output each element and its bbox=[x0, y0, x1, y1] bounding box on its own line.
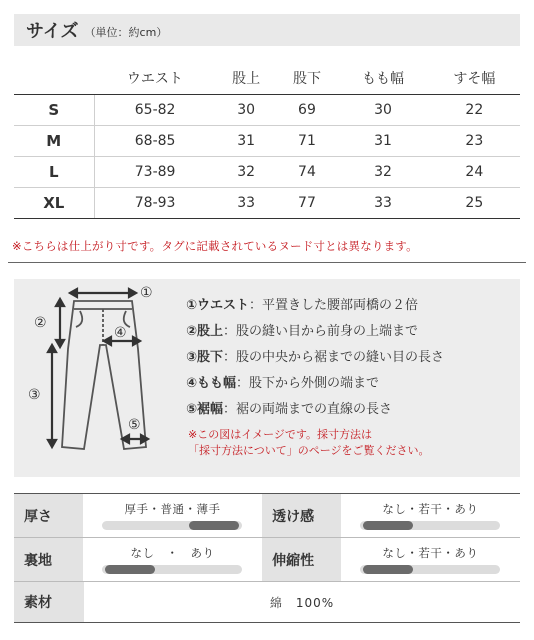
material-label: 素材 bbox=[14, 582, 84, 622]
unit-label: （単位：約cm） bbox=[84, 25, 168, 39]
thickness-gauge bbox=[102, 521, 242, 530]
definition-inseam bbox=[186, 345, 516, 371]
table-row bbox=[14, 94, 520, 125]
definition-waist bbox=[186, 293, 516, 319]
column-header: すそ幅 bbox=[429, 62, 520, 94]
table-cell: 65-82 bbox=[94, 94, 216, 125]
finished-size-warning: ※こちらは仕上がり寸です。タグに記載されているヌード寸とは異なります。 bbox=[12, 239, 418, 253]
table-cell: 69 bbox=[277, 94, 338, 125]
note-line-2: 「採寸方法について」のページをご覧ください。 bbox=[188, 444, 430, 457]
definition-term: ⑤裾幅 bbox=[186, 402, 224, 417]
lining-gauge bbox=[102, 565, 242, 574]
section-divider bbox=[8, 262, 526, 263]
definition-term: ③股下 bbox=[186, 350, 224, 365]
stretch-label: 伸縮性 bbox=[262, 538, 341, 581]
column-header: 股下 bbox=[277, 62, 338, 94]
table-row bbox=[14, 187, 520, 218]
size-label: M bbox=[14, 125, 94, 156]
lining-label: 裏地 bbox=[14, 538, 83, 581]
marker-2: ② bbox=[34, 315, 47, 331]
table-cell: 22 bbox=[429, 94, 520, 125]
pants-diagram bbox=[14, 279, 184, 477]
definition-desc: ：股の縫い目から前身の上端まで bbox=[223, 324, 419, 339]
transparency-label: 透け感 bbox=[262, 494, 341, 537]
table-row bbox=[14, 156, 520, 187]
lining-gauge-fill bbox=[105, 565, 155, 574]
definition-term: ①ウエスト bbox=[186, 298, 250, 313]
table-cell: 30 bbox=[337, 94, 428, 125]
stretch-value bbox=[341, 538, 520, 581]
corner-cell bbox=[14, 62, 94, 94]
table-cell: 24 bbox=[429, 156, 520, 187]
definition-desc: ：裾の両端までの直線の長さ bbox=[223, 402, 393, 417]
table-cell: 73-89 bbox=[94, 156, 216, 187]
marker-5: ⑤ bbox=[128, 417, 141, 433]
definition-term: ④もも幅 bbox=[186, 376, 237, 391]
measurement-guide bbox=[14, 279, 520, 477]
thickness-options: 厚手・普通・薄手 bbox=[124, 502, 221, 516]
size-label: XL bbox=[14, 187, 94, 218]
definition-rise bbox=[186, 319, 516, 345]
definition-desc: ：平置きした腰部両橋の２倍 bbox=[249, 298, 419, 313]
material-value: 綿 100% bbox=[269, 595, 335, 610]
table-cell: 32 bbox=[216, 156, 277, 187]
table-cell: 78-93 bbox=[94, 187, 216, 218]
table-cell: 31 bbox=[216, 125, 277, 156]
definition-term: ②股上 bbox=[186, 324, 224, 339]
thickness-gauge-fill bbox=[189, 521, 239, 530]
size-title: サイズ bbox=[26, 21, 79, 42]
table-row bbox=[14, 125, 520, 156]
size-table bbox=[14, 62, 520, 219]
stretch-options: なし・若干・あり bbox=[382, 546, 479, 560]
attr-row bbox=[14, 538, 520, 582]
definition-desc: ：股の中央から裾までの縫い目の長さ bbox=[223, 350, 445, 365]
note-line-1: ※この図はイメージです。採寸方法は bbox=[188, 428, 373, 441]
attr-row bbox=[14, 494, 520, 538]
transparency-value bbox=[341, 494, 520, 537]
lining-value bbox=[83, 538, 262, 581]
thickness-value bbox=[83, 494, 262, 537]
table-cell: 33 bbox=[337, 187, 428, 218]
table-cell: 23 bbox=[429, 125, 520, 156]
size-label: S bbox=[14, 94, 94, 125]
transparency-gauge bbox=[360, 521, 500, 530]
fabric-attributes bbox=[14, 493, 520, 623]
table-cell: 31 bbox=[337, 125, 428, 156]
marker-1: ① bbox=[140, 285, 153, 301]
column-header: もも幅 bbox=[337, 62, 428, 94]
size-header bbox=[14, 14, 520, 46]
table-cell: 25 bbox=[429, 187, 520, 218]
attr-row bbox=[14, 582, 520, 622]
table-cell: 30 bbox=[216, 94, 277, 125]
stretch-gauge bbox=[360, 565, 500, 574]
column-header: 股上 bbox=[216, 62, 277, 94]
thickness-label: 厚さ bbox=[14, 494, 83, 537]
transparency-options: なし・若干・あり bbox=[382, 502, 479, 516]
definition-desc: ：股下から外側の端まで bbox=[236, 376, 380, 391]
marker-3: ③ bbox=[28, 387, 41, 403]
table-cell: 33 bbox=[216, 187, 277, 218]
size-label: L bbox=[14, 156, 94, 187]
table-cell: 32 bbox=[337, 156, 428, 187]
column-header: ウエスト bbox=[94, 62, 216, 94]
size-table-header-row bbox=[14, 62, 520, 94]
table-cell: 71 bbox=[277, 125, 338, 156]
table-cell: 68-85 bbox=[94, 125, 216, 156]
lining-options: なし ・ あり bbox=[130, 546, 215, 560]
transparency-gauge-fill bbox=[363, 521, 413, 530]
definition-hem bbox=[186, 397, 516, 423]
definition-thigh bbox=[186, 371, 516, 397]
measurement-definitions bbox=[186, 293, 516, 459]
table-cell: 74 bbox=[277, 156, 338, 187]
marker-4: ④ bbox=[114, 325, 127, 341]
stretch-gauge-fill bbox=[363, 565, 413, 574]
measurement-note bbox=[186, 427, 516, 459]
table-cell: 77 bbox=[277, 187, 338, 218]
